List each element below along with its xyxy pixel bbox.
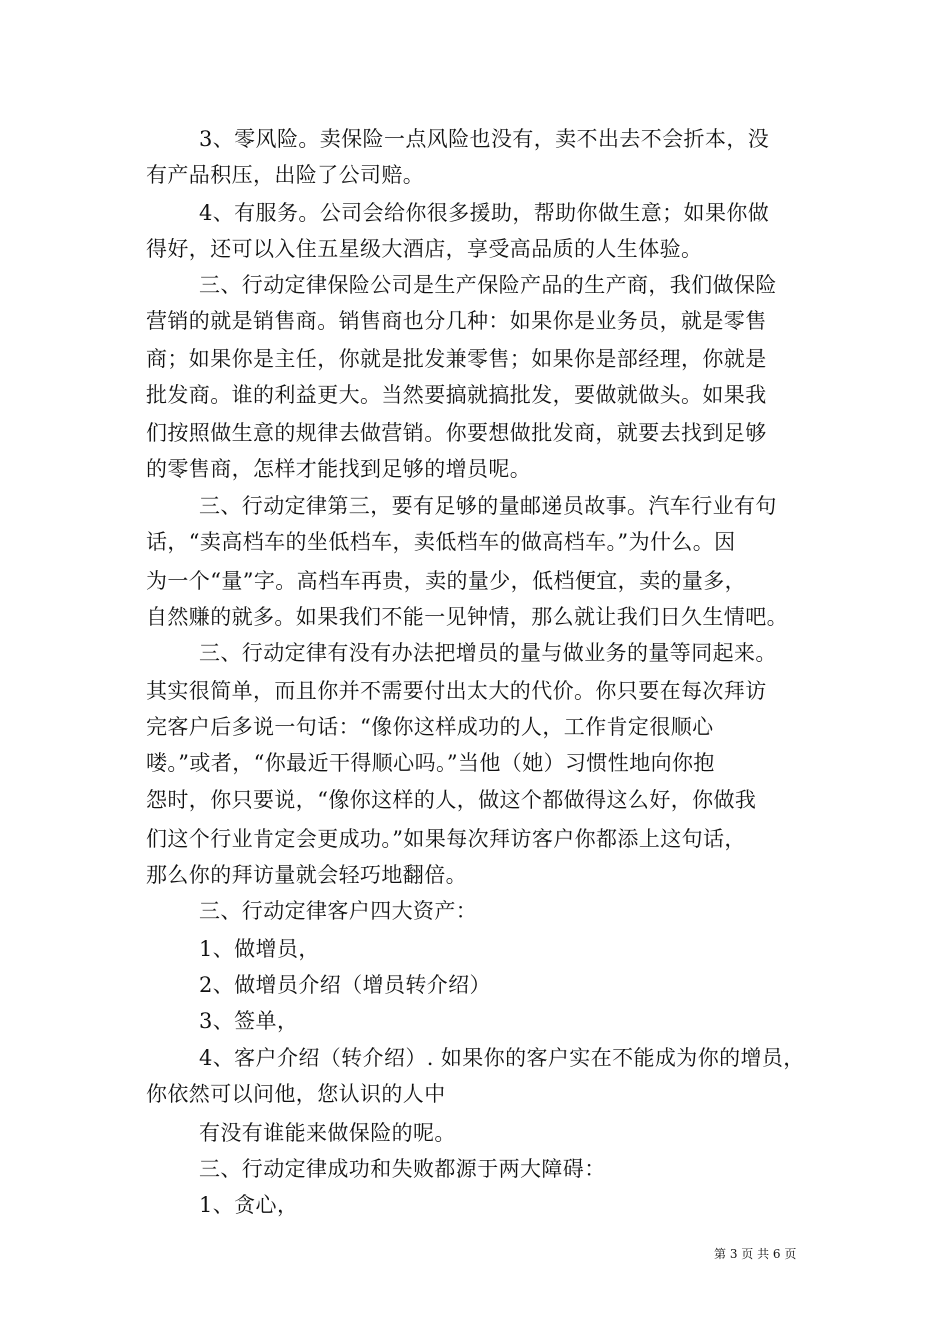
text-line: 4、客户介绍（转介绍）. 如果你的客户实在不能成为你的增员， <box>199 1046 805 1070</box>
text-line: 得好，还可以入住五星级大酒店，享受高品质的人生体验。 <box>146 237 703 261</box>
text-line: 1、贪心， <box>199 1193 299 1217</box>
text-line: 为一个“量”字。高档车再贵，卖的量少，低档便宜，卖的量多， <box>146 569 747 593</box>
text-line: 批发商。谁的利益更大。当然要搞就搞批发，要做就做头。如果我 <box>146 383 767 407</box>
text-line: 三、行动定律第三，要有足够的量邮递员故事。汽车行业有句 <box>199 494 777 518</box>
text-line: 们这个行业肯定会更成功。”如果每次拜访客户你都添上这句话， <box>146 827 746 851</box>
text-line: 三、行动定律保险公司是生产保险产品的生产商，我们做保险 <box>199 273 777 297</box>
text-line: 3、零风险。卖保险一点风险也没有，卖不出去不会折本，没 <box>199 127 770 151</box>
text-line: 你依然可以问他，您认识的人中 <box>146 1082 446 1106</box>
text-line: 有没有谁能来做保险的呢。 <box>199 1121 456 1145</box>
text-line: 自然赚的就多。如果我们不能一见钟情，那么就让我们日久生情吧。 <box>146 605 788 629</box>
text-line: 们按照做生意的规律去做营销。你要想做批发商，就要去找到足够 <box>146 421 767 445</box>
text-line: 3、签单， <box>199 1009 299 1033</box>
text-line: 完客户后多说一句话：“像你这样成功的人，工作肯定很顺心 <box>146 715 714 739</box>
text-line: 商；如果你是主任，你就是批发兼零售；如果你是部经理，你就是 <box>146 347 767 371</box>
text-line: 喽。”或者，“你最近干得顺心吗。”当他（她）习惯性地向你抱 <box>146 751 715 775</box>
text-line: 2、做增员介绍（增员转介绍） <box>199 973 491 997</box>
text-line: 的零售商，怎样才能找到足够的增员呢。 <box>146 457 532 481</box>
text-line: 三、行动定律客户四大资产： <box>199 899 478 923</box>
text-line: 三、行动定律成功和失败都源于两大障碍： <box>199 1157 606 1181</box>
text-line: 其实很简单，而且你并不需要付出太大的代价。你只要在每次拜访 <box>146 679 767 703</box>
text-line: 营销的就是销售商。销售商也分几种：如果你是业务员，就是零售 <box>146 309 767 333</box>
text-line: 4、有服务。公司会给你很多援助，帮助你做生意；如果你做 <box>199 201 770 225</box>
text-line: 怨时，你只要说，“像你这样的人，做这个都做得这么好，你做我 <box>146 788 757 812</box>
text-line: 有产品积压，出险了公司赔。 <box>146 163 425 187</box>
text-line: 三、行动定律有没有办法把增员的量与做业务的量等同起来。 <box>199 641 777 665</box>
text-line: 1、做增员， <box>199 937 320 961</box>
text-line: 话，“卖高档车的坐低档车，卖低档车的做高档车。”为什么。因 <box>146 530 736 554</box>
text-line: 那么你的拜访量就会轻巧地翻倍。 <box>146 863 467 887</box>
page-number-footer: 第 3 页 共 6 页 <box>714 1247 797 1261</box>
